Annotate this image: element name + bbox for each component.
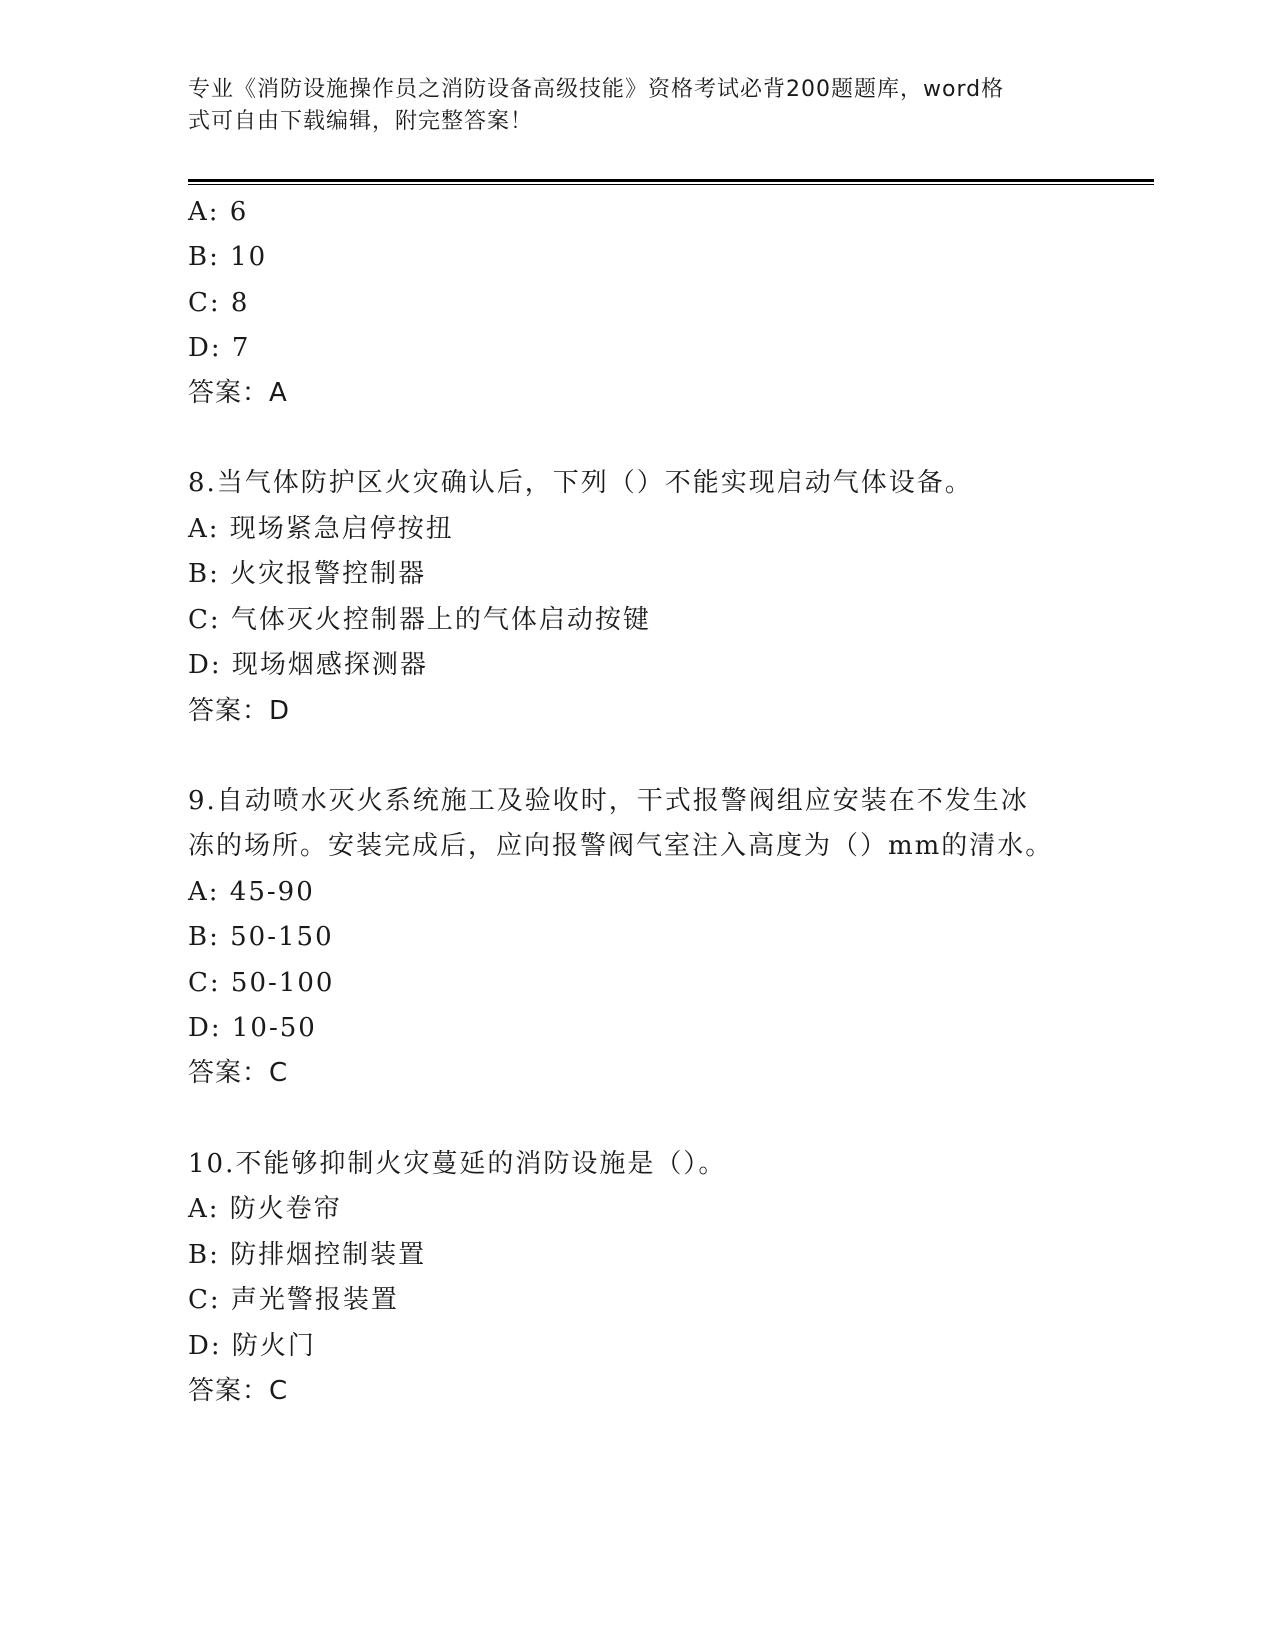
prev-option-d: D: 7 xyxy=(188,333,251,363)
question-8-option-c: C: 气体灭火控制器上的气体启动按键 xyxy=(188,605,651,635)
prev-answer: 答案：A xyxy=(188,378,288,408)
question-10-text: 10.不能够抑制火灾蔓延的消防设施是（）。 xyxy=(188,1149,727,1179)
question-9-option-c: C: 50-100 xyxy=(188,968,335,998)
header-title-line-1: 专业《消防设施操作员之消防设备高级技能》资格考试必背200题题库，word格 xyxy=(188,77,1005,102)
question-10-option-a: A: 防火卷帘 xyxy=(188,1194,342,1224)
question-8-option-a: A: 现场紧急启停按扭 xyxy=(188,514,454,544)
question-10-option-c: C: 声光警报装置 xyxy=(188,1285,399,1315)
header-divider-thin xyxy=(188,184,1154,185)
question-10-option-d: D: 防火门 xyxy=(188,1331,316,1361)
document-header xyxy=(188,74,1068,138)
prev-option-b: B: 10 xyxy=(188,242,268,272)
question-8-option-b: B: 火灾报警控制器 xyxy=(188,559,427,589)
question-9-text-line-1: 9.自动喷水灭火系统施工及验收时，干式报警阀组应安装在不发生冰 xyxy=(188,786,1029,816)
prev-option-c: C: 8 xyxy=(188,288,250,318)
header-divider-thick xyxy=(188,179,1154,182)
question-8-answer: 答案：D xyxy=(188,696,291,726)
question-10-option-b: B: 防排烟控制装置 xyxy=(188,1240,427,1270)
question-9-text-line-2: 冻的场所。安装完成后，应向报警阀气室注入高度为（）mm的清水。 xyxy=(188,831,1054,861)
question-8-option-d: D: 现场烟感探测器 xyxy=(188,650,428,680)
prev-option-a: A: 6 xyxy=(188,197,249,227)
header-title-line-2: 式可自由下载编辑，附完整答案！ xyxy=(188,109,534,134)
question-9-answer: 答案：C xyxy=(188,1058,289,1088)
question-9-option-b: B: 50-150 xyxy=(188,922,334,952)
question-10-answer: 答案：C xyxy=(188,1376,289,1406)
question-9-option-a: A: 45-90 xyxy=(188,877,315,907)
question-8-text: 8.当气体防护区火灾确认后，下列（）不能实现启动气体设备。 xyxy=(188,468,973,498)
question-9-option-d: D: 10-50 xyxy=(188,1013,317,1043)
